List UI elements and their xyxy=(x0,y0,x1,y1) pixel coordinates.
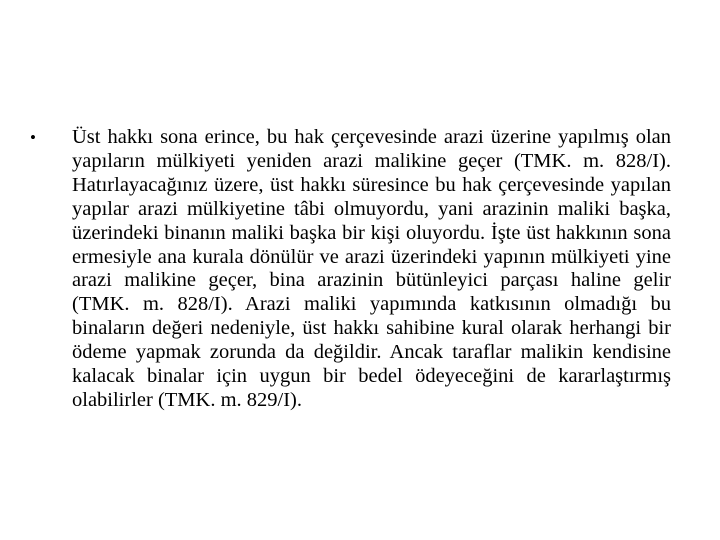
bullet-paragraph: Üst hakkı sona erince, bu hak çerçevesinde arazi üzerine yapılmış olan yapıların mülkiyeti yeniden arazi malikine geçer (TMK. m. 828/I). Hatırlayacağınız üzere, üst hakkı süresince bu hak çerçevesinde yapılan yapılar arazi mülkiyetine tâbi olmuyordu, yani arazinin maliki başka, üzerindeki binanın maliki başka bir kişi oluyordu. İşte üst hakkının sona ermesiyle ana kurala dönülür ve arazi üzerindeki yapının mülkiyeti yine arazi malikine geçer, bina arazinin bütünleyici parçası haline gelir (TMK. m. 828/I). Arazi maliki yapımında katkısının olmadığı bu binaların değeri nedeniyle, üst hakkı sahibine kural olarak herhangi bir ödeme yapmak zorunda da değildir. Ancak taraflar malikin kendisine kalacak binalar için uygun bir bedel ödeyeceğini de kararlaştırmış olabilirler (TMK. m. 829/I). xyxy=(72,126,671,411)
bullet-item xyxy=(28,126,671,413)
bullet-dot-icon: • xyxy=(30,128,36,147)
